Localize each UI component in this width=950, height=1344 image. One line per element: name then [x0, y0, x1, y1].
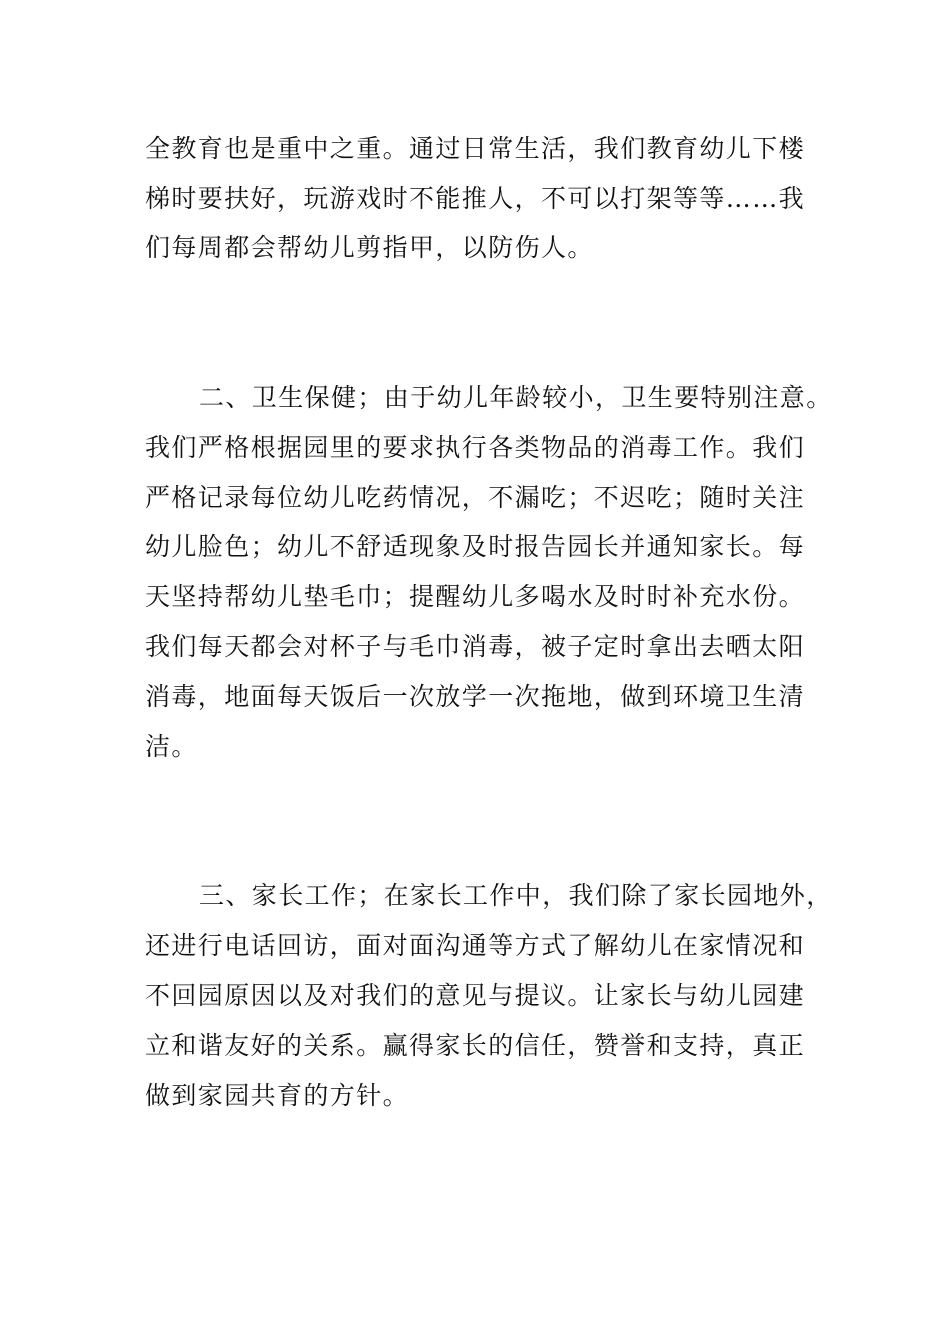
paragraph-1-line-1: 全教育也是重中之重。通过日常生活，我们教育幼儿下楼	[145, 134, 806, 163]
paragraph-1-line-2: 梯时要扶好，玩游戏时不能推人，不可以打架等等……我	[145, 184, 806, 213]
paragraph-2-line-2: 我们严格根据园里的要求执行各类物品的消毒工作。我们	[145, 433, 806, 462]
paragraph-2-line-1: 二、卫生保健；由于幼儿年龄较小，卫生要特别注意。	[199, 383, 833, 412]
paragraph-2-line-8: 洁。	[145, 732, 198, 761]
paragraph-3-line-1: 三、家长工作；在家长工作中，我们除了家长园地外，	[199, 881, 833, 910]
paragraph-2-line-5: 天坚持帮幼儿垫毛巾；提醒幼儿多喝水及时时补充水份。	[145, 582, 806, 611]
paragraph-3-line-3: 不回园原因以及对我们的意见与提议。让家长与幼儿园建	[145, 981, 806, 1010]
paragraph-2-line-3: 严格记录每位幼儿吃药情况，不漏吃；不迟吃；随时关注	[145, 483, 806, 512]
paragraph-3-line-5: 做到家园共育的方针。	[145, 1081, 410, 1110]
paragraph-3-line-4: 立和谐友好的关系。赢得家长的信任，赞誉和支持，真正	[145, 1031, 806, 1060]
paragraph-2-line-7: 消毒，地面每天饭后一次放学一次拖地，做到环境卫生清	[145, 682, 806, 711]
paragraph-2-line-6: 我们每天都会对杯子与毛巾消毒，被子定时拿出去晒太阳	[145, 632, 806, 661]
paragraph-3-line-2: 还进行电话回访，面对面沟通等方式了解幼儿在家情况和	[145, 931, 806, 960]
paragraph-2-line-4: 幼儿脸色；幼儿不舒适现象及时报告园长并通知家长。每	[145, 532, 806, 561]
paragraph-1-line-3: 们每周都会帮幼儿剪指甲，以防伤人。	[145, 233, 594, 262]
